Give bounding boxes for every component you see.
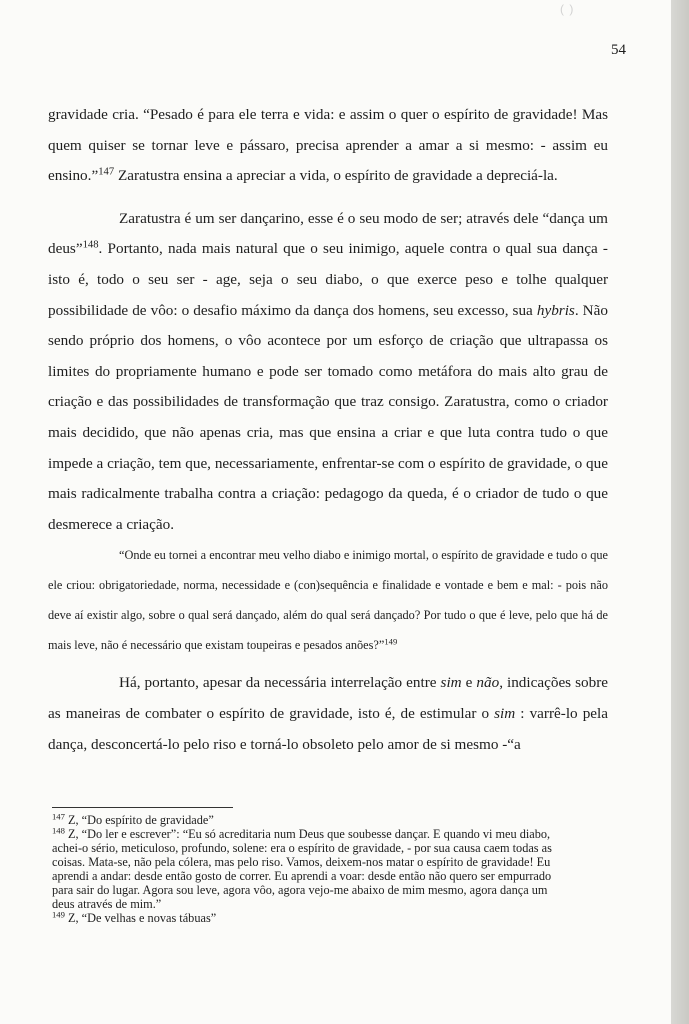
footnote-ref-147: 147 bbox=[98, 166, 115, 178]
page-number: 54 bbox=[611, 42, 626, 58]
archive-stamp: ( ) bbox=[560, 2, 575, 16]
body-text bbox=[48, 100, 608, 760]
footnote-148: $^{148}$ Z, “Do ler e escrever”: “Eu só acreditaria num Deus que soubesse dançar. E quando vi meu diabo, achei-o sério, meticuloso, profundo, solene: era o espírito de gravidade, - por sua causa caem todas as coisas. Mata-se, não pela cólera, mas pelo riso. Vamos, deixem-nos matar o espírito de gravidade! Eu aprendi a andar: desde então gosto de correr. Eu aprendi a voar: desde então não quero ser empurrado para sair do lugar. Agora sou leve, agora vôo, agora vejo-me abaixo de mim mesmo, agora dança um deus através de mim.” bbox=[52, 825, 552, 911]
emphasis-hybris: hybris bbox=[536, 301, 575, 319]
footnote-147: $^{147}$ Z, “Do espírito de gravidade” bbox=[52, 811, 214, 827]
footnote-149: $^{149}$ Z, “De velhas e novas tábuas” bbox=[52, 909, 217, 925]
footnote-divider bbox=[52, 807, 233, 808]
block-quote: “Onde eu tornei a encontrar meu velho diabo e inimigo mortal, o espírito de gravidade e tudo o que ele criou: obrigatoriedade, norma, necessidade e (con)sequência e finalidade e vontade e bem e mal: - pois não deve aí existir algo, sobre o qual será dançado, além do qual será dançado? Por tudo o que é leve, pelo que há de mais leve, não é necessário que existam toupeiras e pesados anões?”$^{149}$ bbox=[48, 548, 608, 653]
paragraph-3: Há, portanto, apesar da necessária interrelação entre sim e não, indicações sobre as maneiras de combater o espírito de gravidade, isto é, de estimular o sim : varrê-lo pela dança, desconcertá-lo pelo riso e torná-lo obsoleto pelo amor de si mesmo -“a bbox=[48, 674, 608, 753]
paragraph-1: gravidade cria. “Pesado é para ele terra e vida: e assim o quer o espírito de gravidade! Mas quem quiser se tornar leve e pássaro, precisa aprender a amar a si mesmo: - assim eu ensino.”$^{147}$ Zaratustra ensina a apreciar a vida, o espírito de gravidade a depreciá-la. bbox=[48, 106, 608, 185]
paragraph-2: Zaratustra é um ser dançarino, esse é o seu modo de ser; através dele “dança um deus”$^{148}$. Portanto, nada mais natural que o seu inimigo, aquele contra o qual sua dança - isto é, todo o seu ser - age, seja o seu diabo, o que exerce peso e tolhe qualquer possibilidade de vôo: o desafio máximo da dança dos homens, seu excesso, sua hybris. Não sendo próprio dos homens, o vôo acontece por um esforço de criação que ultrapassa os limites do propriamente humano e pode ser tomado como metáfora do mais alto grau de criação e das possibilidades de transformação que traz consigo. Zaratustra, como o criador mais decidido, que não apenas cria, mas que ensina a criar e que luta contra tudo o que impede a criação, tem que, necessariamente, enfrentar-se com o espírito de gravidade, o que mais radicalmente trabalha contra a criação: pedagogo da queda, é o criador de tudo o que desmerece a criação. bbox=[48, 209, 608, 533]
page-edge bbox=[671, 0, 689, 1024]
footnotes bbox=[52, 813, 572, 925]
footnote-ref-148: 148 bbox=[82, 240, 99, 252]
footnote-ref-149: 149 bbox=[384, 637, 398, 648]
